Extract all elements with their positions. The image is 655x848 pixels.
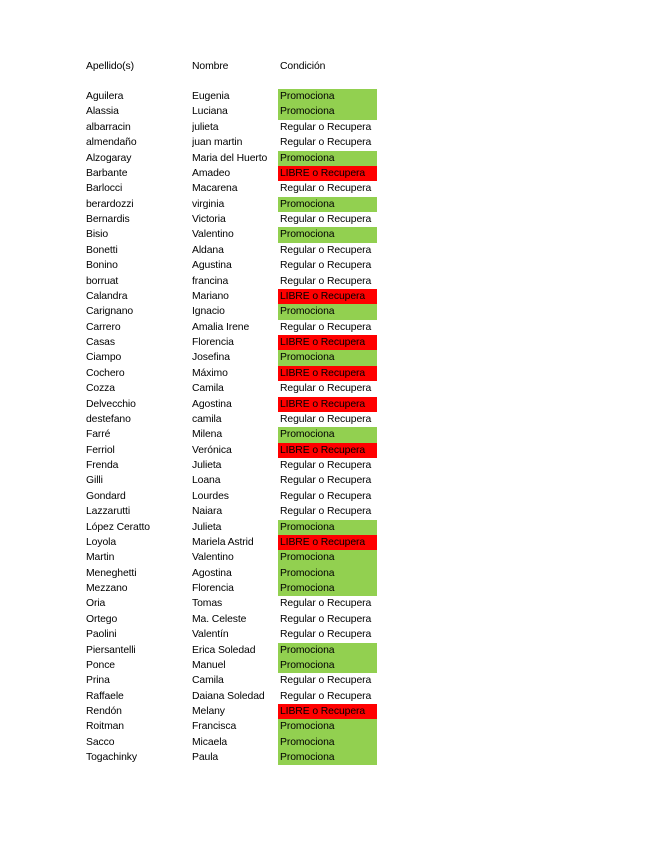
table-row xyxy=(86,489,377,504)
cell-nombre: juan martin xyxy=(192,137,243,149)
table-row xyxy=(86,366,377,381)
table-row xyxy=(86,197,377,212)
cell-nombre: Lourdes xyxy=(192,490,229,502)
cell-condicion: Promociona xyxy=(278,197,377,212)
cell-nombre: Verónica xyxy=(192,444,232,456)
cell-nombre: Eugenia xyxy=(192,91,230,103)
cell-nombre: Valentino xyxy=(192,229,234,241)
cell-nombre: Aldana xyxy=(192,244,224,256)
cell-condicion: LIBRE o Recupera xyxy=(278,289,377,304)
cell-condicion: Promociona xyxy=(278,719,377,734)
cell-nombre: Ignacio xyxy=(192,306,225,318)
cell-apellido: borruat xyxy=(86,275,119,287)
cell-nombre: Florencia xyxy=(192,337,234,349)
cell-apellido: Roitman xyxy=(86,721,124,733)
cell-condicion: Promociona xyxy=(278,427,377,442)
cell-nombre: Tomas xyxy=(192,598,223,610)
cell-condicion: Regular o Recupera xyxy=(278,381,377,396)
table-row xyxy=(86,735,377,750)
table-row xyxy=(86,258,377,273)
cell-condicion: Promociona xyxy=(278,227,377,242)
cell-condicion: Regular o Recupera xyxy=(278,412,377,427)
cell-nombre: Julieta xyxy=(192,460,222,472)
cell-nombre: Agustina xyxy=(192,260,232,272)
cell-nombre: Mariela Astrid xyxy=(192,536,254,548)
cell-condicion: Promociona xyxy=(278,566,377,581)
cell-apellido: Oria xyxy=(86,598,106,610)
table-row xyxy=(86,520,377,535)
table-row xyxy=(86,673,377,688)
cell-apellido: Prina xyxy=(86,675,110,687)
cell-condicion: LIBRE o Recupera xyxy=(278,166,377,181)
cell-condicion: Regular o Recupera xyxy=(278,181,377,196)
cell-apellido: albarracin xyxy=(86,121,131,133)
cell-apellido: Ponce xyxy=(86,659,115,671)
cell-apellido: Sacco xyxy=(86,736,115,748)
cell-apellido: Carignano xyxy=(86,306,134,318)
cell-condicion: Promociona xyxy=(278,581,377,596)
cell-apellido: Gondard xyxy=(86,490,126,502)
student-condition-table xyxy=(86,59,377,766)
cell-condicion: Promociona xyxy=(278,750,377,765)
cell-apellido: Ciampo xyxy=(86,352,122,364)
cell-nombre: Erica Soledad xyxy=(192,644,256,656)
cell-condicion: Regular o Recupera xyxy=(278,135,377,150)
cell-nombre: Camila xyxy=(192,383,224,395)
cell-nombre: Mariano xyxy=(192,290,229,302)
cell-apellido: Cochero xyxy=(86,367,125,379)
table-row xyxy=(86,704,377,719)
cell-apellido: destefano xyxy=(86,413,131,425)
cell-apellido: Piersantelli xyxy=(86,644,136,656)
cell-apellido: Bisio xyxy=(86,229,109,241)
header-apellido: Apellido(s) xyxy=(86,60,134,72)
cell-nombre: Melany xyxy=(192,706,225,718)
cell-nombre: Florencia xyxy=(192,583,234,595)
cell-condicion: Promociona xyxy=(278,304,377,319)
cell-nombre: julieta xyxy=(192,121,219,133)
cell-nombre: Valentino xyxy=(192,552,234,564)
cell-condicion: Promociona xyxy=(278,89,377,104)
table-row xyxy=(86,151,377,166)
cell-nombre: Agostina xyxy=(192,398,232,410)
table-row xyxy=(86,627,377,642)
cell-apellido: Delvecchio xyxy=(86,398,136,410)
cell-apellido: Ferriol xyxy=(86,444,115,456)
cell-nombre: Milena xyxy=(192,429,223,441)
table-row xyxy=(86,458,377,473)
cell-nombre: Manuel xyxy=(192,659,226,671)
cell-condicion: Regular o Recupera xyxy=(278,258,377,273)
table-row xyxy=(86,104,377,119)
cell-nombre: Loana xyxy=(192,475,221,487)
cell-apellido: Cozza xyxy=(86,383,115,395)
cell-condicion: Regular o Recupera xyxy=(278,458,377,473)
cell-nombre: Luciana xyxy=(192,106,228,118)
cell-condicion: Regular o Recupera xyxy=(278,689,377,704)
cell-apellido: Togachinky xyxy=(86,752,137,764)
table-row xyxy=(86,89,377,104)
cell-apellido: Barlocci xyxy=(86,183,123,195)
cell-nombre: francina xyxy=(192,275,229,287)
cell-apellido: Barbante xyxy=(86,167,128,179)
table-row xyxy=(86,320,377,335)
table-row xyxy=(86,658,377,673)
cell-condicion: LIBRE o Recupera xyxy=(278,443,377,458)
cell-nombre: Amadeo xyxy=(192,167,231,179)
cell-nombre: virginia xyxy=(192,198,225,210)
cell-condicion: LIBRE o Recupera xyxy=(278,397,377,412)
cell-apellido: Meneghetti xyxy=(86,567,137,579)
cell-apellido: Frenda xyxy=(86,460,119,472)
cell-nombre: Máximo xyxy=(192,367,228,379)
cell-condicion: Regular o Recupera xyxy=(278,243,377,258)
table-row xyxy=(86,566,377,581)
cell-condicion: Regular o Recupera xyxy=(278,320,377,335)
table-row xyxy=(86,120,377,135)
table-row xyxy=(86,135,377,150)
cell-apellido: Martin xyxy=(86,552,115,564)
cell-apellido: Ortego xyxy=(86,613,118,625)
cell-condicion: Regular o Recupera xyxy=(278,673,377,688)
cell-apellido: Rendón xyxy=(86,706,122,718)
table-row xyxy=(86,412,377,427)
cell-condicion: Promociona xyxy=(278,151,377,166)
table-row xyxy=(86,166,377,181)
cell-condicion: Regular o Recupera xyxy=(278,504,377,519)
cell-apellido: Bonino xyxy=(86,260,118,272)
cell-nombre: Agostina xyxy=(192,567,232,579)
cell-nombre: camila xyxy=(192,413,222,425)
cell-nombre: Julieta xyxy=(192,521,222,533)
cell-condicion: LIBRE o Recupera xyxy=(278,335,377,350)
table-row xyxy=(86,427,377,442)
cell-condicion: Promociona xyxy=(278,735,377,750)
cell-apellido: Paolini xyxy=(86,629,117,641)
cell-nombre: Macarena xyxy=(192,183,238,195)
cell-condicion: LIBRE o Recupera xyxy=(278,535,377,550)
cell-nombre: Valentín xyxy=(192,629,229,641)
table-row xyxy=(86,581,377,596)
table-row xyxy=(86,289,377,304)
cell-nombre: Victoria xyxy=(192,214,226,226)
table-row xyxy=(86,274,377,289)
table-row xyxy=(86,504,377,519)
cell-condicion: Regular o Recupera xyxy=(278,212,377,227)
cell-nombre: Daiana Soledad xyxy=(192,690,265,702)
table-row xyxy=(86,612,377,627)
cell-apellido: Gilli xyxy=(86,475,103,487)
cell-condicion: LIBRE o Recupera xyxy=(278,366,377,381)
cell-apellido: Aguilera xyxy=(86,91,124,103)
cell-apellido: Bonetti xyxy=(86,244,118,256)
cell-condicion: Regular o Recupera xyxy=(278,596,377,611)
table-row xyxy=(86,397,377,412)
cell-apellido: Bernardis xyxy=(86,214,130,226)
cell-apellido: Calandra xyxy=(86,290,128,302)
cell-apellido: almendaño xyxy=(86,137,137,149)
cell-nombre: Micaela xyxy=(192,736,228,748)
cell-condicion: Promociona xyxy=(278,350,377,365)
cell-nombre: Maria del Huerto xyxy=(192,152,268,164)
cell-condicion: Regular o Recupera xyxy=(278,274,377,289)
table-row xyxy=(86,335,377,350)
cell-condicion: Regular o Recupera xyxy=(278,627,377,642)
header-nombre: Nombre xyxy=(192,60,229,72)
cell-apellido: López Ceratto xyxy=(86,521,150,533)
table-row xyxy=(86,643,377,658)
cell-condicion: Promociona xyxy=(278,643,377,658)
table-row xyxy=(86,227,377,242)
table-row xyxy=(86,535,377,550)
table-row xyxy=(86,550,377,565)
header-condicion: Condición xyxy=(280,60,326,72)
table-row xyxy=(86,719,377,734)
cell-nombre: Amalia Irene xyxy=(192,321,250,333)
table-row xyxy=(86,243,377,258)
cell-condicion: LIBRE o Recupera xyxy=(278,704,377,719)
table-row xyxy=(86,443,377,458)
cell-apellido: Alassia xyxy=(86,106,119,118)
cell-condicion: Promociona xyxy=(278,520,377,535)
table-row xyxy=(86,350,377,365)
cell-apellido: Lazzarutti xyxy=(86,506,131,518)
table-row xyxy=(86,689,377,704)
table-body xyxy=(86,89,377,766)
cell-apellido: Farré xyxy=(86,429,111,441)
cell-apellido: Carrero xyxy=(86,321,121,333)
table-row xyxy=(86,212,377,227)
cell-condicion: Promociona xyxy=(278,550,377,565)
cell-nombre: Naiara xyxy=(192,506,223,518)
table-row xyxy=(86,596,377,611)
cell-nombre: Paula xyxy=(192,752,219,764)
cell-apellido: Casas xyxy=(86,337,115,349)
cell-condicion: Promociona xyxy=(278,104,377,119)
table-row xyxy=(86,473,377,488)
cell-condicion: Regular o Recupera xyxy=(278,473,377,488)
cell-apellido: Mezzano xyxy=(86,583,128,595)
cell-apellido: Alzogaray xyxy=(86,152,132,164)
table-row xyxy=(86,181,377,196)
table-row xyxy=(86,381,377,396)
cell-apellido: Loyola xyxy=(86,536,117,548)
cell-condicion: Regular o Recupera xyxy=(278,489,377,504)
table-row xyxy=(86,750,377,765)
cell-nombre: Francisca xyxy=(192,721,237,733)
cell-condicion: Regular o Recupera xyxy=(278,612,377,627)
table-header xyxy=(86,59,377,74)
cell-nombre: Camila xyxy=(192,675,224,687)
cell-nombre: Josefina xyxy=(192,352,230,364)
cell-apellido: berardozzi xyxy=(86,198,134,210)
cell-apellido: Raffaele xyxy=(86,690,124,702)
cell-condicion: Promociona xyxy=(278,658,377,673)
cell-condicion: Regular o Recupera xyxy=(278,120,377,135)
table-row xyxy=(86,304,377,319)
cell-nombre: Ma. Celeste xyxy=(192,613,247,625)
